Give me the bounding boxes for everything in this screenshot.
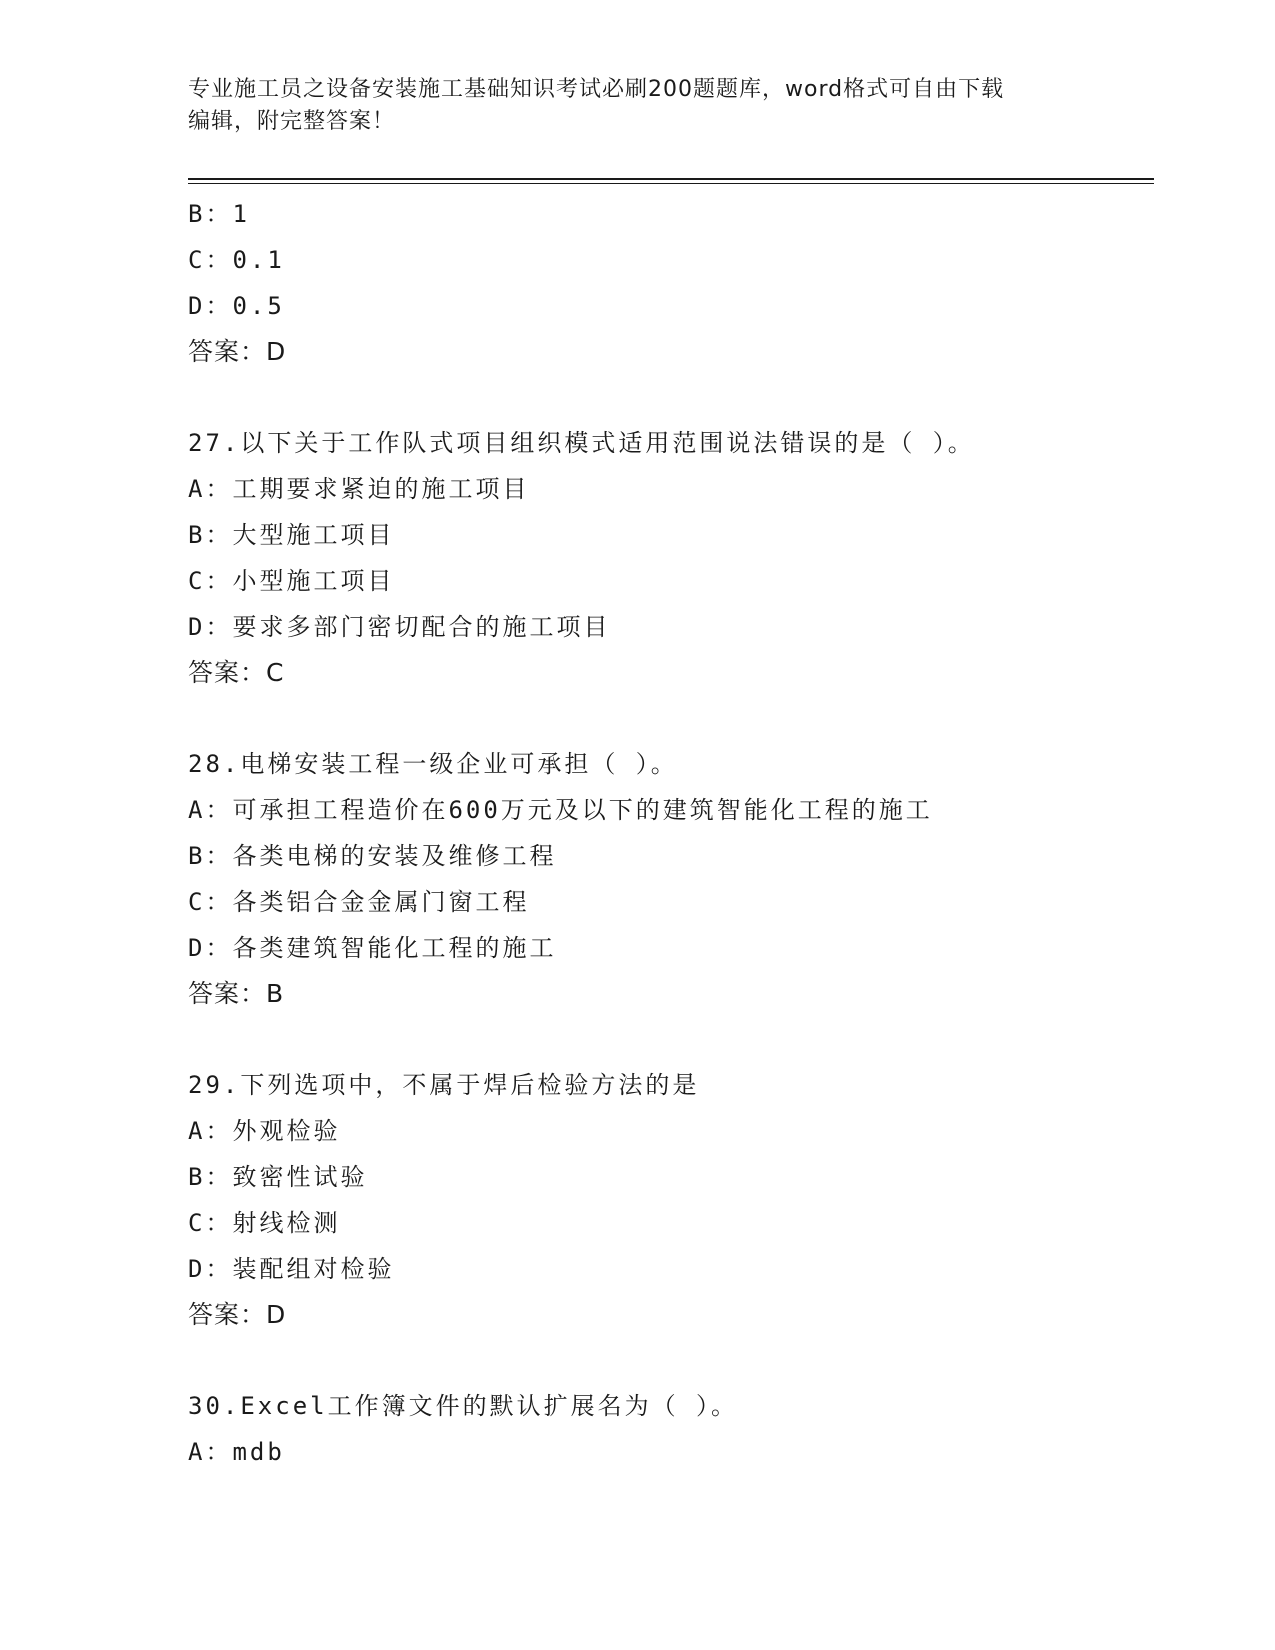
question-list: [188, 191, 1148, 1475]
question-stem: 28.电梯安装工程一级企业可承担（ ）。: [188, 750, 678, 778]
document-header: [188, 74, 1088, 138]
answer-line: 答案：B: [188, 979, 285, 1008]
option-a: A：工期要求紧迫的施工项目: [188, 475, 530, 503]
header-line-2: 编辑，附完整答案！: [188, 109, 396, 134]
header-divider-thick: [188, 178, 1154, 180]
question-spacer: [188, 1338, 1148, 1383]
option-a: A：外观检验: [188, 1117, 341, 1145]
option-d: D：要求多部门密切配合的施工项目: [188, 613, 611, 641]
option-c: C：小型施工项目: [188, 567, 395, 595]
option-d: D：装配组对检验: [188, 1255, 395, 1283]
question-stem: 30.Excel工作簿文件的默认扩展名为（ ）。: [188, 1392, 739, 1420]
option-d: D：各类建筑智能化工程的施工: [188, 934, 557, 962]
option-b: B：致密性试验: [188, 1163, 368, 1191]
question-stem: 29.下列选项中，不属于焊后检验方法的是: [188, 1071, 700, 1099]
header-line-1: 专业施工员之设备安装施工基础知识考试必刷200题题库，word格式可自由下载: [188, 77, 1005, 102]
question-spacer: [188, 1017, 1148, 1062]
answer-line: 答案：D: [188, 337, 287, 366]
question-stem: 27.以下关于工作队式项目组织模式适用范围说法错误的是（ ）。: [188, 429, 975, 457]
option-a: A：可承担工程造价在600万元及以下的建筑智能化工程的施工: [188, 796, 933, 824]
option-b: B：各类电梯的安装及维修工程: [188, 842, 557, 870]
answer-line: 答案：D: [188, 1300, 287, 1329]
answer-line: 答案：C: [188, 658, 285, 687]
option-c: C：各类铝合金金属门窗工程: [188, 888, 530, 916]
option-c: C：射线检测: [188, 1209, 341, 1237]
option-a: A：mdb: [188, 1438, 285, 1466]
header-divider-thin: [188, 183, 1154, 184]
question-spacer: [188, 375, 1148, 420]
option-c: C：0.1: [188, 246, 285, 274]
option-d: D：0.5: [188, 292, 285, 320]
option-b: B：1: [188, 200, 250, 228]
option-b: B：大型施工项目: [188, 521, 395, 549]
question-spacer: [188, 696, 1148, 741]
